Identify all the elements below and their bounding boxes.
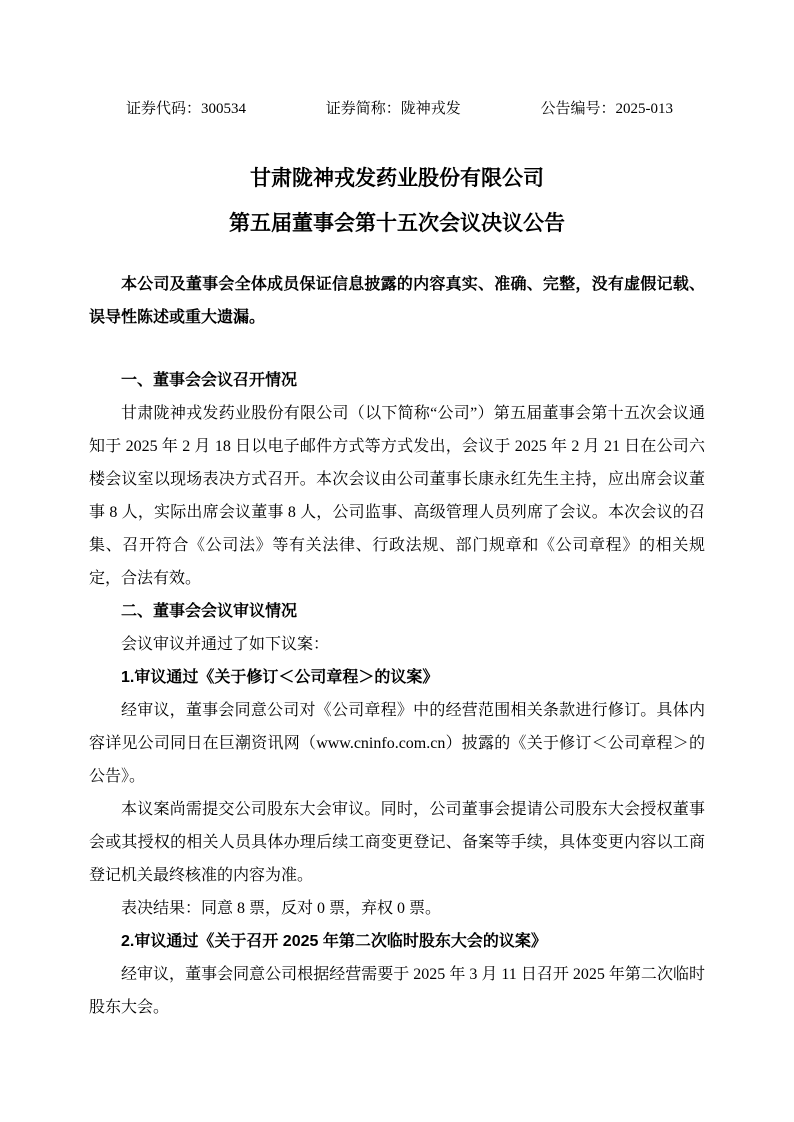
document-title <box>89 156 705 246</box>
disclaimer-statement: 本公司及董事会全体成员保证信息披露的内容真实、准确、完整，没有虚假记载、误导性陈述或重大遗漏。 <box>89 276 705 326</box>
section-heading-meeting-convening: 一、董事会会议召开情况 <box>121 372 298 389</box>
proposal-1-paragraph-2: 本议案尚需提交公司股东大会审议。同时，公司董事会提请公司股东大会授权董事会或其授权的相关人员具体办理后续工商变更登记、备案等手续，具体变更内容以工商登记机关最终核准的内容为准。 <box>89 801 705 884</box>
paragraph-deliberation-intro: 会议审议并通过了如下议案： <box>121 636 330 653</box>
proposal-2-paragraph-1: 经审议，董事会同意公司根据经营需要于 2025 年 3 月 11 日召开 2025 年第二次临时股东大会。 <box>89 966 705 1016</box>
proposal-1-paragraph-1: 经审议，董事会同意公司对《公司章程》中的经营范围相关条款进行修订。具体内容详见公司同日在巨潮资讯网（www.cninfo.com.cn）披露的《关于修订＜公司章程＞的公告》。 <box>89 702 705 785</box>
stock-code: 证券代码：300534 <box>126 101 247 117</box>
proposal-1-heading: 1.审议通过《关于修订＜公司章程＞的议案》 <box>121 669 439 686</box>
stock-abbreviation: 证券简称：陇神戎发 <box>325 101 461 117</box>
proposal-1-vote-result: 表决结果：同意 8 票，反对 0 票，弃权 0 票。 <box>121 900 442 917</box>
announcement-number: 公告编号：2025-013 <box>540 101 673 117</box>
document-header <box>89 100 705 118</box>
section-heading-deliberation: 二、董事会会议审议情况 <box>121 603 298 620</box>
document-title-line2: 第五届董事会第十五次会议决议公告 <box>229 212 565 235</box>
paragraph-meeting-convening: 甘肃陇神戎发药业股份有限公司（以下简称“公司”）第五届董事会第十五次会议通知于 2025 年 2 月 18 日以电子邮件方式等方式发出，会议于 2025 年 2 月 21 日在公司六楼会议室以现场表决方式召开。本次会议由公司董事长康永红先生主持，应出席会议董事 8 人，实际出席会议董事 8 人，公司监事、高级管理人员列席了会议。本次会议的召集、召开符合《公司法》等有关法律、行政法规、部门规章和《公司章程》的相关规定，合法有效。 <box>89 405 705 587</box>
document-title-line1: 甘肃陇神戎发药业股份有限公司 <box>250 167 544 190</box>
document-body <box>89 364 705 1024</box>
proposal-2-heading: 2.审议通过《关于召开 2025 年第二次临时股东大会的议案》 <box>121 933 547 950</box>
